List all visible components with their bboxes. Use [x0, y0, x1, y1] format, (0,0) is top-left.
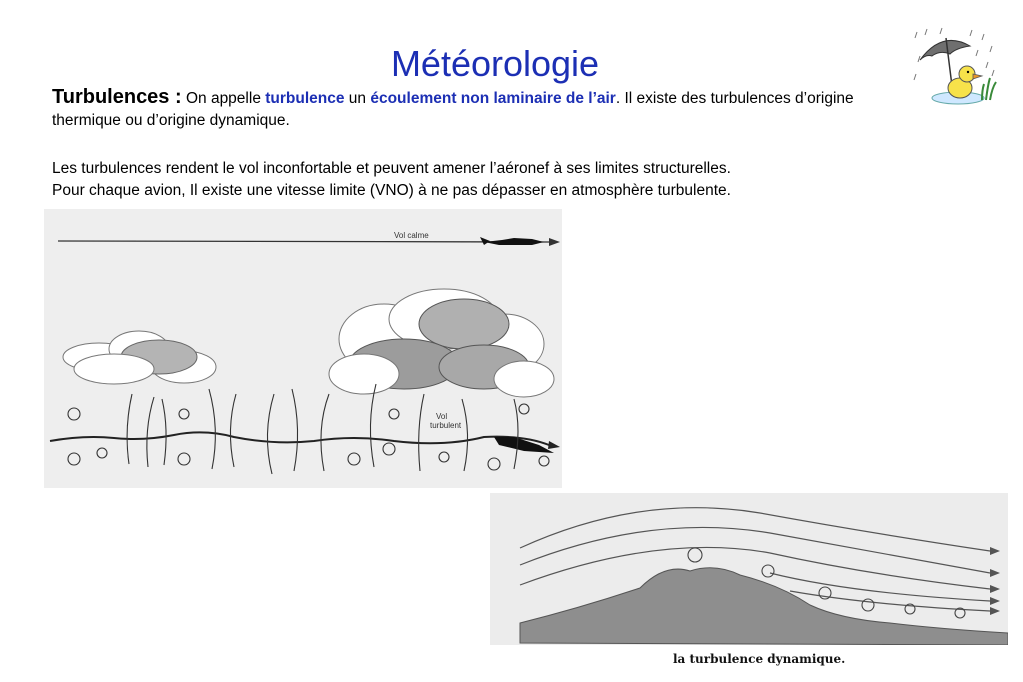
calm-flight-label: Vol calme: [394, 231, 429, 240]
term-turbulence: turbulence: [265, 90, 345, 107]
slide-title: Météorologie: [390, 43, 600, 84]
intro-text-1: On appelle: [181, 90, 266, 107]
term-non-laminar-flow: écoulement non laminaire de l’air: [370, 90, 616, 107]
turbulences-heading: Turbulences :: [52, 86, 182, 108]
turbulent-flight-label-1: Vol: [436, 412, 448, 421]
figure-caption: la turbulence dynamique.: [673, 652, 846, 666]
dynamic-turbulence-figure: [490, 493, 1008, 645]
intro-text-3: . Il existe des turbulences d’origine thermique ou d’origine dynamique.: [52, 90, 854, 129]
body-paragraph: [52, 158, 912, 202]
turbulent-flight-label-2: turbulent: [430, 421, 462, 430]
thermal-turbulence-figure: [44, 209, 562, 488]
body-line-2: Pour chaque avion, Il existe une vitesse limite (VNO) à ne pas dépasser en atmosphère turbulente.: [52, 182, 731, 199]
duck-umbrella-icon: [912, 26, 998, 110]
intro-text-2: un: [344, 90, 371, 107]
intro-paragraph: [52, 86, 912, 132]
body-line-1: Les turbulences rendent le vol inconfortable et peuvent amener l’aéronef à ses limites structurelles.: [52, 160, 731, 177]
